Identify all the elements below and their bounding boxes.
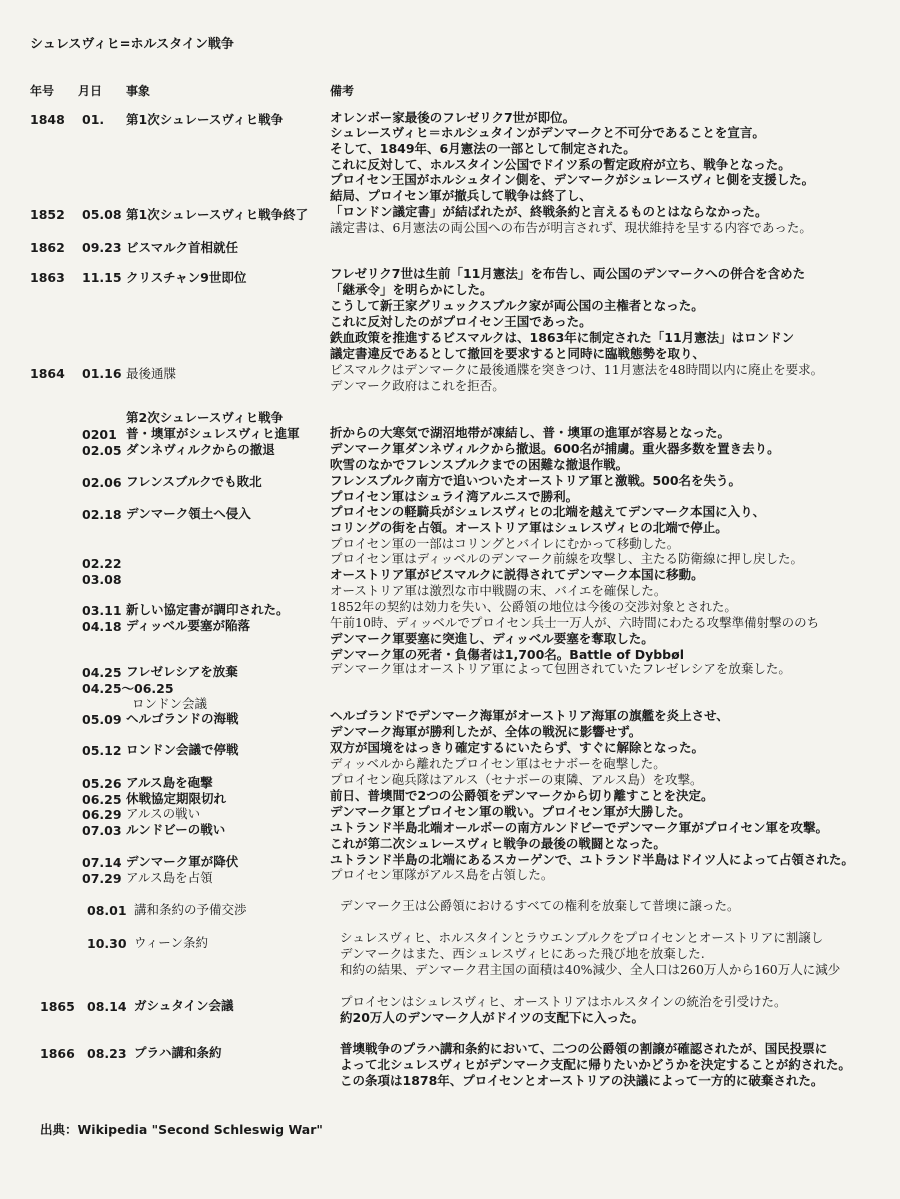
row-note: これに反対して、ホルスタイン公国でドイツ系の暫定政府が立ち、戦争となった。 (330, 157, 791, 172)
row-note: ディッベルから離れたプロイセン軍はセナボーを砲撃した。 (330, 756, 666, 771)
row-event: ルンドビーの戦い (126, 822, 226, 837)
row-date: 02.18 (82, 507, 122, 522)
row-note: オーストリア軍がビスマルクに説得されてデンマーク本国に移動。 (330, 567, 704, 582)
row-event: 休戦協定期限切れ (126, 791, 227, 806)
row-event: 第2次シュレースヴィヒ戦争 (126, 410, 284, 425)
row-year: 1866 (40, 1046, 75, 1061)
row-note: こうして新王家グリュックスブルク家が両公国の主権者となった。 (330, 298, 704, 313)
row-note: フレンスブルク南方で追いついたオーストリア軍と激戦。500名を失う。 (330, 473, 742, 488)
row-note: 議定書は、6月憲法の両公国への布告が明言されず、現状維持を呈する内容であった。 (330, 220, 812, 235)
row-note: 吹雪のなかでフレンスブルクまでの困難な撤退作戦。 (330, 457, 629, 472)
row-note: 約20万人のデンマーク人がドイツの支配下に入った。 (340, 1010, 645, 1025)
header-event: 事象 (126, 84, 151, 98)
row-note: デンマーク海軍が勝利したが、全体の戦況に影響せず。 (330, 724, 642, 739)
row-year: 1865 (40, 999, 75, 1014)
row-note: 鉄血政策を推進するビスマルクは、1863年に制定された「11月憲法」はロンドン (330, 330, 795, 345)
row-event: デンマーク軍が降伏 (126, 854, 239, 869)
row-note: プロイセン軍の一部はコリングとバイレにむかって移動した。 (330, 536, 680, 551)
row-note: プロイセン軍はディッベルのデンマーク前線を攻撃し、主たる防衛線に押し戻した。 (330, 551, 804, 566)
row-event: 第1次シュレースヴィヒ戦争 (126, 112, 284, 127)
row-date: 02.06 (82, 475, 122, 490)
row-date: 03.08 (82, 572, 122, 587)
row-event: ロンドン会議で停戦 (126, 742, 239, 757)
row-note: デンマーク軍の死者・負傷者は1,700名。Battle of Dybbøl (330, 647, 684, 662)
row-note: 結局、プロイセン軍が撤兵して戦争は終了し、 (330, 188, 592, 203)
row-note: 1852年の契約は効力を失い、公爵領の地位は今後の交渉対象とされた。 (330, 599, 737, 614)
row-note: よって北シュレスヴィヒがデンマーク支配に帰りたいかどうかを決定することが約された。 (340, 1057, 851, 1072)
row-note: デンマーク軍とプロイセン軍の戦い。プロイセン軍が大勝した。 (330, 804, 691, 819)
row-note: 双方が国境をはっきり確定するにいたらず、すぐに解除となった。 (330, 740, 705, 755)
row-note: 前日、普墺間で2つの公爵領をデンマークから切り離すことを決定。 (330, 788, 714, 803)
row-date: 04.25 (82, 665, 122, 680)
row-event: フレゼレシアを放棄 (126, 664, 238, 679)
row-note: ユトランド半島の北端にあるスカーゲンで、ユトランド半島はドイツ人によって占領された。 (330, 852, 854, 867)
row-year: 1852 (30, 207, 65, 222)
row-event: ダンネヴィルクからの撤退 (126, 442, 275, 457)
row-event: 第1次シュレースヴィヒ戦争終了 (126, 207, 309, 222)
row-event: アルス島を砲撃 (126, 775, 213, 790)
row-note: コリングの街を占領。オーストリア軍はシュレスヴィヒの北端で停止。 (330, 520, 728, 535)
row-event: プラハ講和条約 (134, 1045, 222, 1060)
row-date: 05.08 (82, 207, 122, 222)
row-note: オーストリア軍は激烈な市中戦闘の末、バイエを確保した。 (330, 583, 667, 598)
row-note: プロイセンはシュレスヴィヒ、オーストリアはホルスタインの統治を引受けた。 (340, 994, 787, 1009)
row-year: 1862 (30, 240, 65, 255)
row-event: ガシュタイン会議 (134, 998, 234, 1013)
row-date: 04.18 (82, 619, 122, 634)
row-note: これが第二次シュレースヴィヒ戦争の最後の戦闘となった。 (330, 836, 666, 851)
row-date: 05.09 (82, 712, 122, 727)
row-event: ウィーン条約 (134, 935, 209, 950)
row-date: 10.30 (87, 936, 127, 951)
row-note: 折からの大寒気で湖沼地帯が凍結し、普・墺軍の進軍が容易となった。 (330, 425, 731, 440)
row-event: ビスマルク首相就任 (126, 240, 239, 255)
row-date: 06.25 (82, 792, 122, 807)
row-note: これに反対したのがプロイセン王国であった。 (330, 314, 592, 329)
row-date: 09.23 (82, 240, 122, 255)
row-note: プロイセンの軽騎兵がシュレスヴィヒの北端を越えてデンマーク本国に入り、 (330, 504, 766, 519)
row-event: クリスチャン9世即位 (126, 270, 247, 285)
row-date: 04.25～06.25 (82, 681, 174, 696)
row-date: 06.29 (82, 807, 122, 822)
row-note: プロイセン軍はシュライ湾アルニスで勝利。 (330, 489, 579, 504)
row-event: ディッベル要塞が陥落 (126, 618, 251, 633)
header-date: 月日 (78, 84, 103, 98)
row-note: 議定書違反であるとして撤回を要求すると同時に臨戦態勢を取り、 (330, 346, 706, 361)
row-note: この条項は1878年、プロイセンとオーストリアの決議によって一方的に破棄された。 (340, 1073, 824, 1088)
row-note: プロイセン王国がホルシュタイン側を、デンマークがシュレースヴィヒ側を支援した。 (330, 172, 815, 187)
row-note: 和約の結果、デンマーク君主国の面積は40%減少、全人口は260万人から160万人に減少 (340, 962, 841, 977)
row-event: ロンドン会議 (132, 696, 208, 711)
source-citation: 出典：Wikipedia "Second Schleswig War" (40, 1122, 323, 1137)
row-note: オレンボー家最後のフレゼリク7世が即位。 (330, 110, 576, 125)
row-note: 午前10時、ディッベルでプロイセン兵士一万人が、六時間にわたる攻撃準備射撃ののち (330, 615, 820, 630)
row-note: プロイセン軍隊がアルス島を占領した。 (330, 867, 554, 882)
row-event: デンマーク領土へ侵入 (126, 506, 251, 521)
row-date: 05.12 (82, 743, 122, 758)
row-note: デンマーク軍ダンネヴィルクから撤退。600名が捕虜。重火器多数を置き去り。 (330, 441, 780, 456)
row-date: 08.23 (87, 1046, 127, 1061)
row-note: 「ロンドン議定書」が結ばれたが、終戦条約と言えるものとはならなかった。 (330, 204, 768, 219)
row-date: 0201 (82, 427, 117, 442)
header-year: 年号 (30, 84, 55, 98)
row-date: 01. (82, 112, 105, 127)
row-date: 07.14 (82, 855, 122, 870)
row-date: 03.11 (82, 603, 122, 618)
row-event: アルスの戦い (126, 806, 201, 821)
row-date: 08.14 (87, 999, 127, 1014)
row-note: デンマークはまた、西シュレスヴィヒにあった飛び地を放棄した. (340, 946, 705, 961)
page-title: シュレスヴィヒ=ホルスタイン戦争 (30, 37, 234, 52)
header-notes: 備考 (330, 84, 355, 98)
row-event: フレンスブルクでも敗北 (126, 474, 262, 489)
row-event: 講和条約の予備交渉 (134, 902, 247, 917)
row-date: 02.05 (82, 443, 122, 458)
row-date: 08.01 (87, 903, 127, 918)
row-note: 「継承令」を明らかにした。 (330, 282, 493, 297)
row-date: 05.26 (82, 776, 122, 791)
row-year: 1863 (30, 270, 65, 285)
row-event: 新しい協定書が調印された。 (126, 602, 289, 617)
row-date: 07.29 (82, 871, 122, 886)
row-note: ビスマルクはデンマークに最後通牒を突きつけ、11月憲法を48時間以内に廃止を要求。 (330, 362, 824, 377)
row-note: ユトランド半島北端オールボーの南方ルンドビーでデンマーク軍がプロイセン軍を攻撃。 (330, 820, 828, 835)
row-note: フレゼリク7世は生前「11月憲法」を布告し、両公国のデンマークへの併合を含めた (330, 266, 806, 281)
row-note: シュレスヴィヒ、ホルスタインとラウエンブルクをプロイセンとオーストリアに割譲し (340, 930, 824, 945)
row-note: 普墺戦争のプラハ講和条約において、二つの公爵領の割譲が確認されたが、国民投票に (340, 1041, 828, 1056)
row-date: 02.22 (82, 556, 122, 571)
row-note: そして、1849年、6月憲法の一部として制定された。 (330, 141, 636, 156)
row-date: 07.03 (82, 823, 122, 838)
row-date: 01.16 (82, 366, 122, 381)
row-note: デンマーク軍要塞に突進し、ディッベル要塞を奪取した。 (330, 631, 654, 646)
row-year: 1848 (30, 112, 65, 127)
row-event: 普・墺軍がシュレスヴィヒ進軍 (126, 426, 300, 441)
row-date: 11.15 (82, 270, 122, 285)
row-event: 最後通牒 (126, 366, 177, 381)
row-event: ヘルゴランドの海戦 (126, 711, 239, 726)
row-note: デンマーク政府はこれを拒否。 (330, 378, 505, 393)
row-event: アルス島を占領 (126, 870, 213, 885)
row-year: 1864 (30, 366, 65, 381)
row-note: ヘルゴランドでデンマーク海軍がオーストリア海軍の旗艦を炎上させ、 (330, 708, 729, 723)
row-note: デンマーク王は公爵領におけるすべての権利を放棄して普墺に譲った。 (340, 898, 740, 913)
row-note: デンマーク軍はオーストリア軍によって包囲されていたフレゼレシアを放棄した。 (330, 661, 791, 676)
row-note: プロイセン砲兵隊はアルス（セナボーの東隣、アルス島）を攻撃。 (330, 772, 703, 787)
row-note: シュレースヴィヒ＝ホルシュタインがデンマークと不可分であることを宣言。 (330, 125, 765, 140)
